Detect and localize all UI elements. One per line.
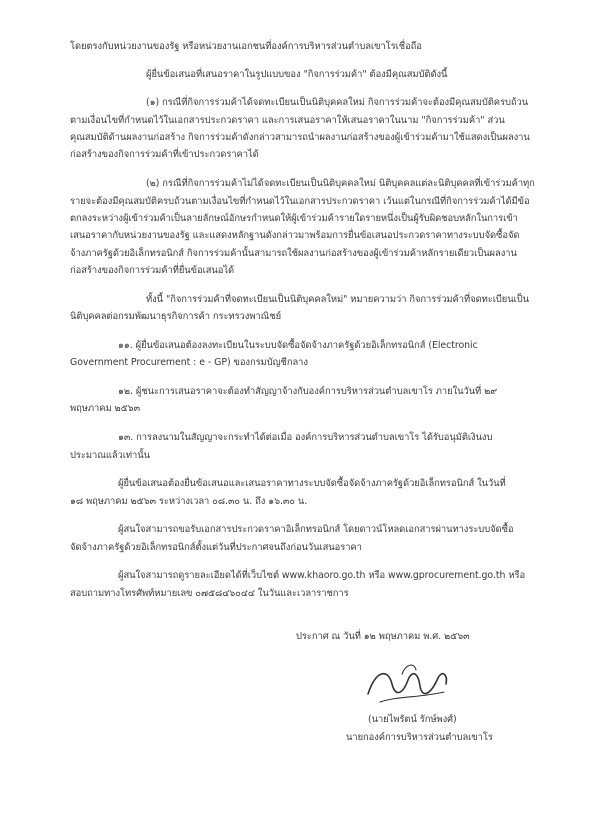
body-line: สอบถามทางโทรศัพท์หมายเลข ๐๗๕๘๔๖๐๔๔ ในวันและเวลาราชการ <box>70 588 349 599</box>
announce-date: ประกาศ ณ วันที่ ๑๒ พฤษภาคม พ.ศ. ๒๕๖๓ <box>296 631 470 642</box>
body-line: ผู้สนใจสามารถขอรับเอกสารประกวดราคาอิเล็กทรอนิกส์ โดยดาวน์โหลดเอกสารผ่านทางระบบจัดซื้อ <box>118 524 514 535</box>
body-line: ๑๘ พฤษภาคม ๒๕๖๓ ระหว่างเวลา ๐๘.๓๐ น. ถึง ๑๖.๓๐ น. <box>70 496 308 507</box>
body-line: ผู้ยื่นข้อเสนอที่เสนอราคาในรูปแบบของ "กิจการร่วมค้า" ต้องมีคุณสมบัติดังนี้ <box>146 69 448 80</box>
body-line: ๑๓. การลงนามในสัญญาจะกระทำได้ต่อเมื่อ องค์การบริหารส่วนตำบลเขาโร ได้รับอนุมัติเงินงบ <box>118 432 493 443</box>
signer-position: นายกองค์การบริหารส่วนตำบลเขาโร <box>346 732 493 743</box>
body-line: ๑๑. ผู้ยื่นข้อเสนอต้องลงทะเบียนในระบบจัดซื้อจัดจ้างภาครัฐด้วยอิเล็กทรอนิกส์ (Electronic <box>118 340 478 351</box>
body-line: ผู้สนใจสามารถดูรายละเอียดได้ที่เว็บไซต์ www.khaoro.go.th หรือ www.gprocurement.go.th หรือ <box>118 570 526 581</box>
body-line: ตกลงระหว่างผู้เข้าร่วมค้าเป็นลายลักษณ์อักษรกำหนดให้ผู้เข้าร่วมค้ารายใดรายหนึ่งเป็นผู้รับผิดชอบหลักในการเข้า <box>70 213 518 224</box>
body-line: (๒) กรณีที่กิจการร่วมค้าไม่ได้จดทะเบียนเป็นนิติบุคคลใหม่ นิติบุคคลแต่ละนิติบุคคลที่เข้าร่วมค้าทุก <box>146 178 535 189</box>
body-line: ก่อสร้างของกิจการร่วมค้าที่เข้าประกวดราคาได้ <box>70 149 259 160</box>
body-line: ตามเงื่อนไขที่กำหนดไว้ในเอกสารประกวดราคา และการเสนอราคาให้เสนอราคาในนาม "กิจการร่วมค้า" ส่วน <box>70 115 505 126</box>
body-line: โดยตรงกับหน่วยงานของรัฐ หรือหน่วยงานเอกชนที่องค์การบริหารส่วนตำบลเขาโรเชื่อถือ <box>70 41 422 52</box>
signature-image <box>358 656 458 712</box>
body-line: คุณสมบัติด้านผลงานก่อสร้าง กิจการร่วมค้าดังกล่าวสามารถนำผลงานก่อสร้างของผู้เข้าร่วมค้ามาใช้แสดงเป็นผลงาน <box>70 132 530 143</box>
signer-name: (นายไพรัตน์ รักษ์พงศ์) <box>368 714 457 725</box>
body-line: ทั้งนี้ "กิจการร่วมค้าที่จดทะเบียนเป็นนิติบุคคลใหม่" หมายความว่า กิจการร่วมค้าที่จดทะเบียนเป็น <box>146 294 529 305</box>
body-line: นิติบุคคลต่อกรมพัฒนาธุรกิจการค้า กระทรวงพาณิชย์ <box>70 311 282 322</box>
body-line: ผู้ยื่นข้อเสนอต้องยื่นข้อเสนอและเสนอราคาทางระบบจัดซื้อจัดจ้างภาครัฐด้วยอิเล็กทรอนิกส์ ในวันที่ <box>118 478 506 489</box>
body-line: ๑๒. ผู้ชนะการเสนอราคาจะต้องทำสัญญาจ้างกับองค์การบริหารส่วนตำบลเขาโร ภายในวันที่ ๒๙ <box>118 386 498 397</box>
body-line: เสนอราคากับหน่วยงานของรัฐ และแสดงหลักฐานดังกล่าวมาพร้อมการยื่นข้อเสนอประกวดราคาทางระบบจัดซื้อจัด <box>70 230 520 241</box>
body-line: จัดจ้างภาครัฐด้วยอิเล็กทรอนิกส์ตั้งแต่วันที่ประกาศจนถึงก่อนวันเสนอราคา <box>70 542 362 553</box>
body-line: Government Procurement : e - GP) ของกรมบัญชีกลาง <box>70 357 308 368</box>
body-line: พฤษภาคม ๒๕๖๓ <box>70 403 140 414</box>
body-line: ก่อสร้างของกิจการร่วมค้าที่ยื่นข้อเสนอได้ <box>70 265 235 276</box>
body-line: จ้างภาครัฐด้วยอิเล็กทรอนิกส์ กิจการร่วมค้านั้นสามารถใช้ผลงานก่อสร้างของผู้เข้าร่วมค้าหลักรายเดียวเป็นผลงาน <box>70 248 517 259</box>
body-line: (๑) กรณีที่กิจการร่วมค้าได้จดทะเบียนเป็นนิติบุคคลใหม่ กิจการร่วมค้าจะต้องมีคุณสมบัติครบถ้วน <box>146 97 529 108</box>
body-line: รายจะต้องมีคุณสมบัติครบถ้วนตามเงื่อนไขที่กำหนดไว้ในเอกสารประกวดราคา เว้นแต่ในกรณีที่กิจการร่วมค้าได้มีข้อ <box>70 196 530 207</box>
body-line: ประมาณแล้วเท่านั้น <box>70 450 150 461</box>
